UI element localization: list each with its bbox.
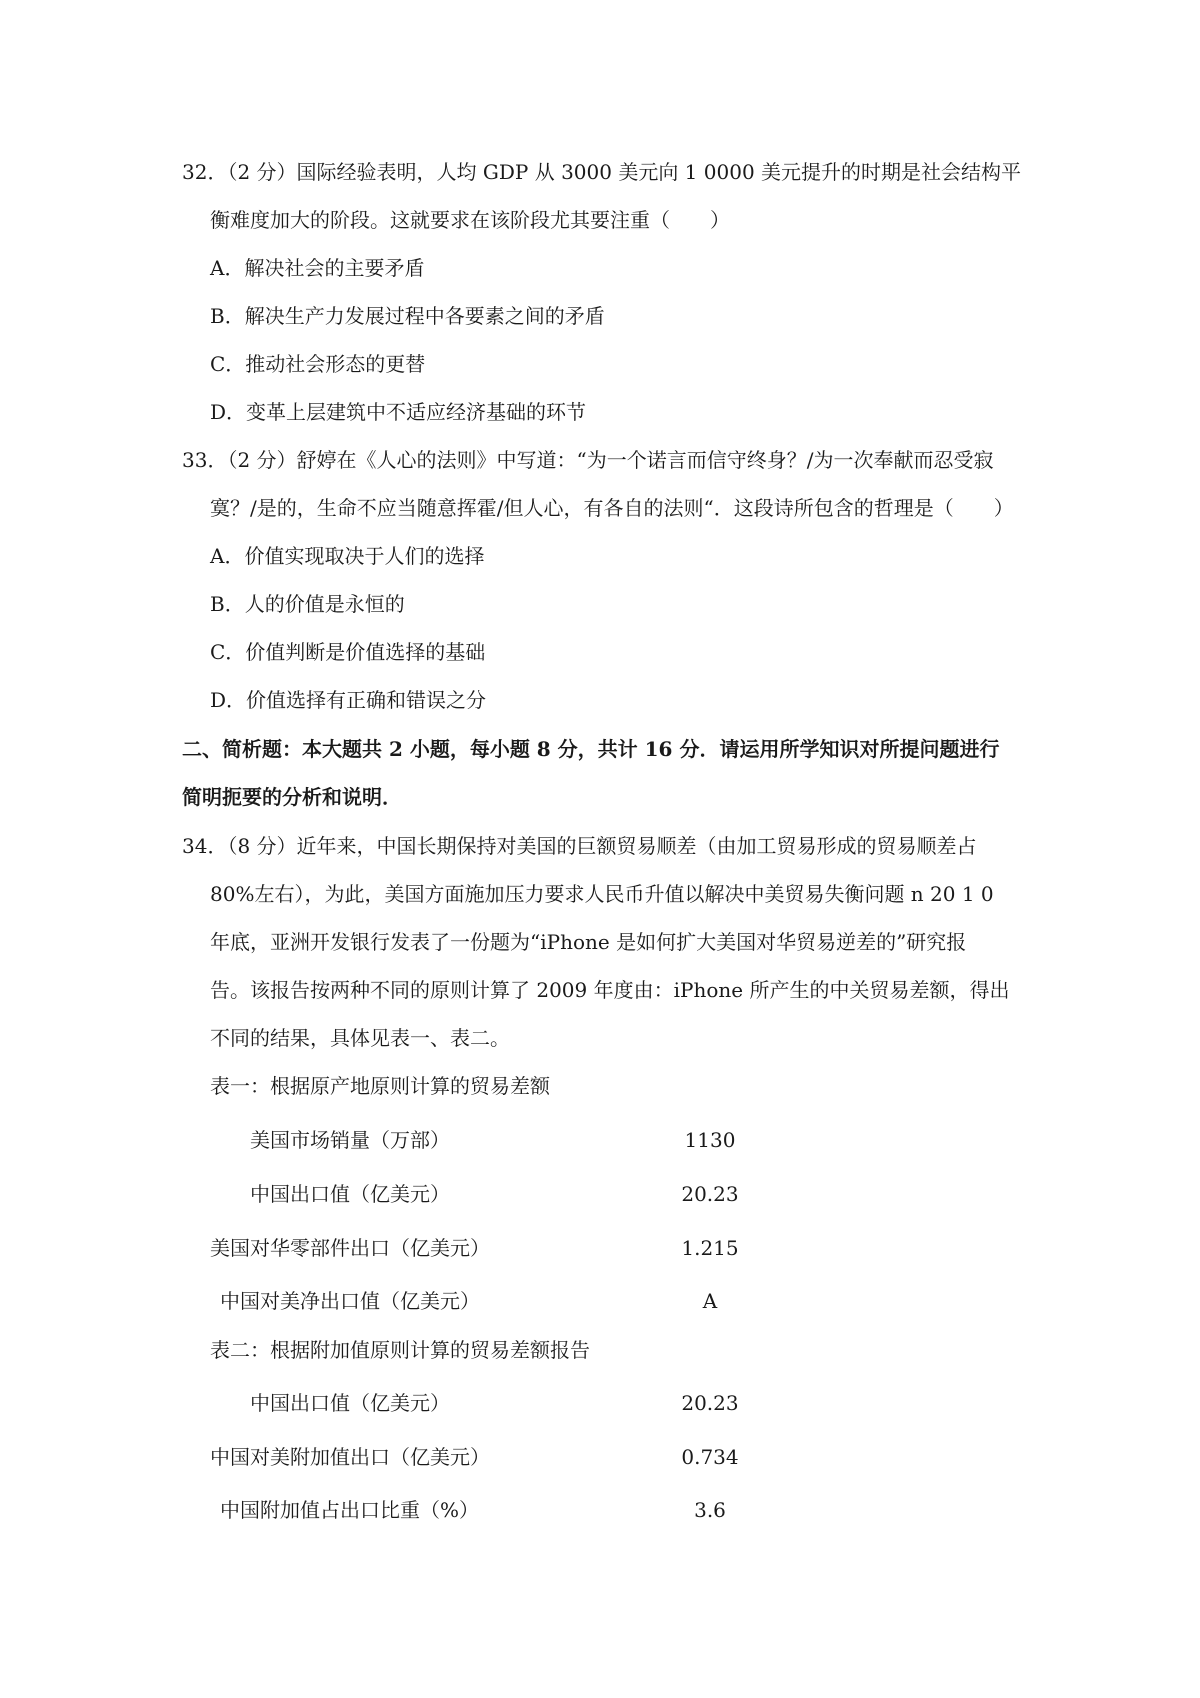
q32-stem-line1: 32．（2 分）国际经验表明，人均 GDP 从 3000 美元向 1 0000 美元提升的时期是社会结构平 xyxy=(182,160,1022,184)
table1-row1-label: 美国市场销量（万部） xyxy=(250,1128,450,1152)
table1-caption: 表一：根据原产地原则计算的贸易差额 xyxy=(210,1074,550,1098)
q33-stem-line1: 33．（2 分）舒婷在《人心的法则》中写道：“为一个诺言而信守终身？/为一次奉献而忍受寂 xyxy=(182,448,994,472)
q32-option-d: D．变革上层建筑中不适应经济基础的环节 xyxy=(210,400,587,424)
q34-line1: 34．（8 分）近年来，中国长期保持对美国的巨额贸易顺差（由加工贸易形成的贸易顺差占 xyxy=(182,834,977,858)
q33-option-d: D．价值选择有正确和错误之分 xyxy=(210,688,487,712)
table1-row1-value: 1130 xyxy=(684,1128,736,1152)
section2-heading-line2: 简明扼要的分析和说明． xyxy=(182,785,402,809)
q32-stem-line2: 衡难度加大的阶段。这就要求在该阶段尤其要注重（ ） xyxy=(210,208,730,232)
table2-row2-value: 0.734 xyxy=(681,1445,739,1469)
q33-stem-line2: 寞？/是的，生命不应当随意挥霍/但人心，有各自的法则“．这段诗所包含的哲理是（ ） xyxy=(210,496,1014,520)
table2-row1-value: 20.23 xyxy=(681,1391,739,1415)
q34-line2: 80%左右），为此，美国方面施加压力要求人民币升值以解决中美贸易失衡问题 n 20 1 0 xyxy=(210,882,994,906)
table1-row2-value: 20.23 xyxy=(681,1182,739,1206)
table2-row3-label: 中国附加值占出口比重（%） xyxy=(220,1498,480,1522)
q34-line5: 不同的结果，具体见表一、表二。 xyxy=(210,1026,510,1050)
table2-row2-label: 中国对美附加值出口（亿美元） xyxy=(210,1445,490,1469)
q32-option-b: B．解决生产力发展过程中各要素之间的矛盾 xyxy=(210,304,605,328)
table1-row3-value: 1.215 xyxy=(681,1236,739,1260)
q34-line3: 年底，亚洲开发银行发表了一份题为“iPhone 是如何扩大美国对华贸易逆差的”研究报 xyxy=(210,930,967,954)
q33-option-a: A．价值实现取决于人们的选择 xyxy=(210,544,485,568)
table2-caption: 表二：根据附加值原则计算的贸易差额报告 xyxy=(210,1338,590,1362)
table1-row4-label: 中国对美净出口值（亿美元） xyxy=(220,1289,480,1313)
q33-option-b: B．人的价值是永恒的 xyxy=(210,592,405,616)
table1-row3-label: 美国对华零部件出口（亿美元） xyxy=(210,1236,490,1260)
q33-option-c: C．价值判断是价值选择的基础 xyxy=(210,640,486,664)
q34-line4: 告。该报告按两种不同的原则计算了 2009 年度由：iPhone 所产生的中关贸易差额，得出 xyxy=(210,978,1010,1002)
section2-heading-line1: 二、简析题：本大题共 2 小题，每小题 8 分，共计 16 分．请运用所学知识对所提问题进行 xyxy=(182,737,1000,761)
table1-row4-value: A xyxy=(702,1289,718,1313)
table2-row3-value: 3.6 xyxy=(694,1498,726,1522)
table1-row2-label: 中国出口值（亿美元） xyxy=(250,1182,450,1206)
q32-option-c: C．推动社会形态的更替 xyxy=(210,352,426,376)
table2-row1-label: 中国出口值（亿美元） xyxy=(250,1391,450,1415)
q32-option-a: A．解决社会的主要矛盾 xyxy=(210,256,425,280)
